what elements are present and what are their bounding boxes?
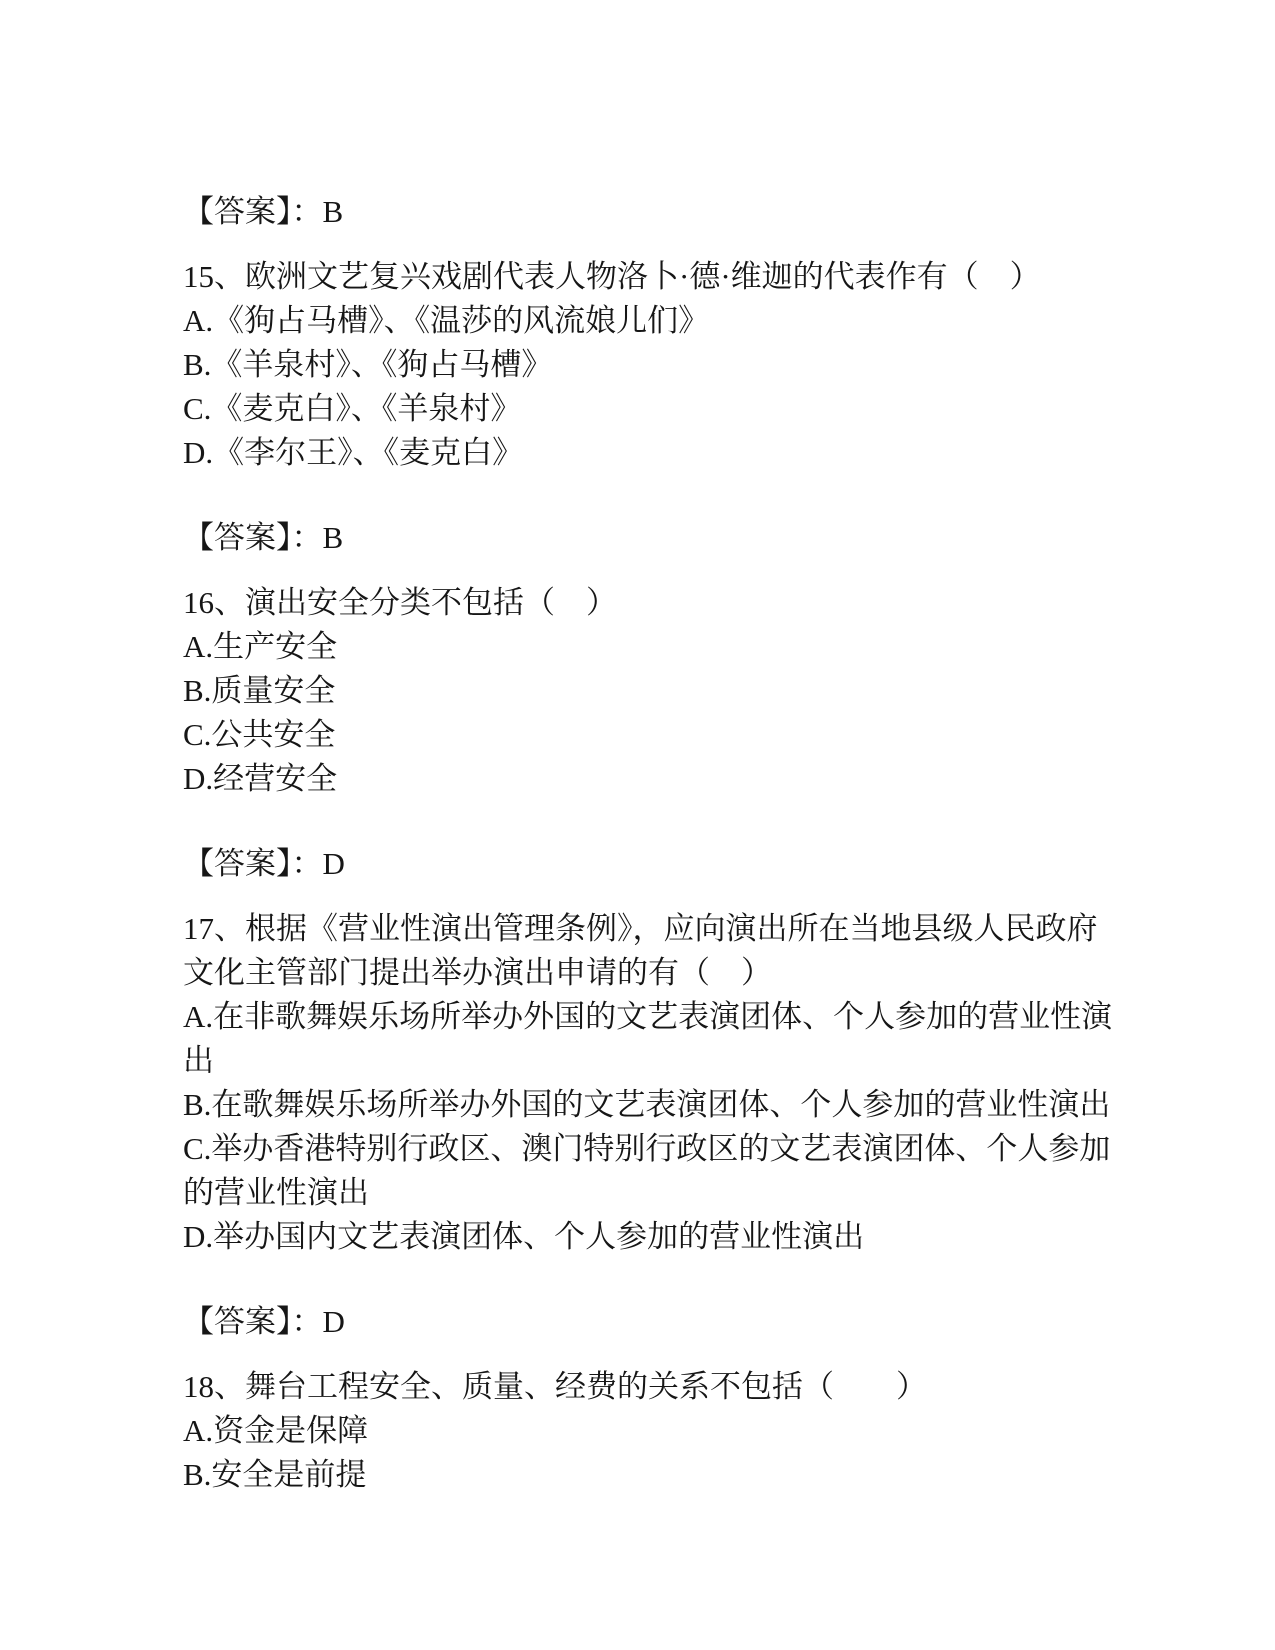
question-16-option-d: D.经营安全: [183, 761, 338, 796]
question-15-text: 15、欧洲文艺复兴戏剧代表人物洛卜·德·维迦的代表作有（ ）: [183, 259, 1041, 294]
question-16-text: 16、演出安全分类不包括（ ）: [183, 585, 617, 620]
question-15: [183, 255, 1195, 475]
question-17-text-line2: 文化主管部门提出举办演出申请的有（ ）: [183, 955, 772, 990]
answer-block-q14: [183, 190, 1195, 234]
question-18-text: 18、舞台工程安全、质量、经费的关系不包括（ ）: [183, 1369, 927, 1404]
question-18-option-a: A.资金是保障: [183, 1413, 369, 1448]
question-15-option-d: D.《李尔王》、《麦克白》: [183, 435, 524, 470]
answer-line: 【答案】：B: [183, 194, 344, 229]
question-17-option-a-line1: A.在非歌舞娱乐场所举办外国的文艺表演团体、个人参加的营业性演: [183, 999, 1113, 1034]
question-17-option-c-line2: 的营业性演出: [183, 1175, 369, 1210]
answer-line: 【答案】：D: [183, 846, 345, 881]
answer-block-q16: [183, 842, 1195, 886]
question-15-option-a: A.《狗占马槽》、《温莎的风流娘儿们》: [183, 303, 710, 338]
question-16-option-a: A.生产安全: [183, 629, 338, 664]
question-16-option-b: B.质量安全: [183, 673, 336, 708]
question-16-option-c: C.公共安全: [183, 717, 336, 752]
question-17-option-a-line2: 出: [183, 1043, 214, 1078]
question-17: [183, 907, 1195, 1259]
answer-line: 【答案】：D: [183, 1304, 345, 1339]
answer-block-q17: [183, 1300, 1195, 1344]
question-17-option-c-line1: C.举办香港特别行政区、澳门特别行政区的文艺表演团体、个人参加: [183, 1131, 1111, 1166]
question-18: [183, 1365, 1195, 1497]
question-17-option-d: D.举办国内文艺表演团体、个人参加的营业性演出: [183, 1219, 865, 1254]
question-18-option-b: B.安全是前提: [183, 1457, 367, 1492]
question-17-option-b: B.在歌舞娱乐场所举办外国的文艺表演团体、个人参加的营业性演出: [183, 1087, 1111, 1122]
question-16: [183, 581, 1195, 801]
answer-line: 【答案】：B: [183, 520, 344, 555]
question-17-text-line1: 17、根据《营业性演出管理条例》，应向演出所在当地县级人民政府: [183, 911, 1098, 946]
question-15-option-c: C.《麦克白》、《羊泉村》: [183, 391, 522, 426]
question-15-option-b: B.《羊泉村》、《狗占马槽》: [183, 347, 553, 382]
answer-block-q15: [183, 516, 1195, 560]
